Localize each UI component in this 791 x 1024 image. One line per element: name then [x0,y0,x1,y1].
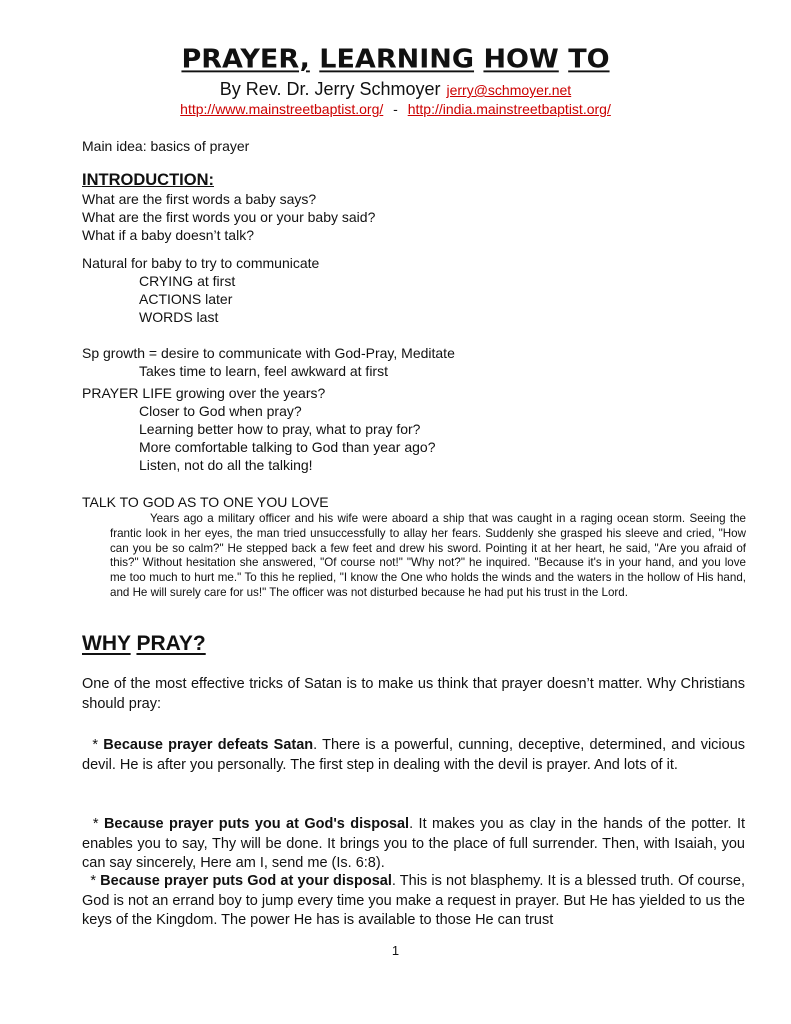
reason-title: Because prayer puts God at your disposal [100,873,392,889]
link-separator: - [393,101,398,117]
list-item: Closer to God when pray? [139,403,302,419]
list-item: More comfortable talking to God than year ago? [139,439,436,455]
question: What are the first words you or your baby said? [82,209,376,225]
list-item: Learning better how to pray, what to pray for? [139,421,421,437]
reason-text: . There is a powerful, cunning, deceptive, determined, and vicious devil. He is after you personally. The first step in dealing with the devil is prayer. And lots of it. [82,737,746,773]
website-link-india[interactable]: http://india.mainstreetbaptist.org/ [407,101,611,117]
heading-word: WHY [82,632,131,655]
bullet: * [90,873,96,889]
bullet: * [92,737,99,753]
reason-paragraph [82,872,745,931]
story-text: Years ago a military officer and his wife were aboard a ship that was caught in a raging ocean storm. Seeing the frantic look in her eyes, the man tried unsuccessfully to allay her fears. Suddenly she grasped his sleeve and cried, "How can you be so calm?" He stepped back a few feet and drew his sword. Pointing it at her heart, he said, "Are you afraid of this?" Without hesitation she answered, "Of course not!" "Why not?" he inquired. "Because it's in your hand, and you love me too much to hurt me." To this he replied, "I know the One who holds the winds and the waters in the hollow of His hand, and He will surely care for us!" The officer was not disturbed because he had put his trust in the Lord. [110,512,746,599]
byline [0,79,791,100]
communicate-block [82,254,319,326]
list-item: Takes time to learn, feel awkward at first [139,363,388,379]
reason-text: . It makes you as clay in the hands of the potter. It enables you to say, Thy will be done. It brings you to the place of full surrender. Then, with Isaiah, you can say sincerely, Here am I, send me (Is. 6:8). [82,816,746,871]
list-item: Listen, not do all the talking! [139,457,313,473]
title-word: LEARNING [319,44,475,75]
why-pray-heading [82,632,206,656]
block-lead: Sp growth = desire to communicate with God-Pray, Meditate [82,345,455,361]
block-lead: Natural for baby to try to communicate [82,255,320,271]
reason-paragraph [82,815,745,874]
list-item: ACTIONS later [139,291,233,307]
reason-title: Because prayer puts you at God's disposal [103,816,410,832]
author: By Rev. Dr. Jerry Schmoyer [219,79,441,99]
why-pray-intro: One of the most effective tricks of Satan is to make us think that prayer doesn’t matter. Why Christians should pray: [82,676,745,712]
title-word: PRAYER, [181,44,310,75]
heading-word: PRAY? [136,632,206,655]
reason-title: Because prayer defeats Satan [103,737,314,753]
question: What if a baby doesn’t talk? [82,227,254,243]
question: What are the first words a baby says? [82,191,317,207]
reason-text: . This is not blasphemy. It is a blessed truth. Of course, God is not an errand boy to jump every time you make a request in prayer. But He has yielded to us the keys of the Kingdom. The power He has is available to those He can trust [82,873,745,928]
reason-paragraph [82,736,745,775]
introduction-heading: INTRODUCTION: [82,171,214,189]
illustration-story [110,512,746,601]
talk-heading: TALK TO GOD AS TO ONE YOU LOVE [82,494,329,510]
email-link[interactable]: jerry@schmoyer.net [446,82,572,98]
website-links [0,101,791,117]
website-link-main[interactable]: http://www.mainstreetbaptist.org/ [180,101,384,117]
list-item: CRYING at first [139,273,236,289]
title-word: TO [568,44,610,75]
page-number: 1 [391,943,400,958]
list-item: WORDS last [139,309,219,325]
title-word: HOW [483,44,559,75]
growth-block [82,344,455,380]
main-idea: Main idea: basics of prayer [82,138,250,154]
block-lead: PRAYER LIFE growing over the years? [82,385,326,401]
prayer-life-block [82,384,436,474]
document-title [0,45,791,74]
intro-questions [82,190,375,244]
bullet: * [92,816,99,832]
